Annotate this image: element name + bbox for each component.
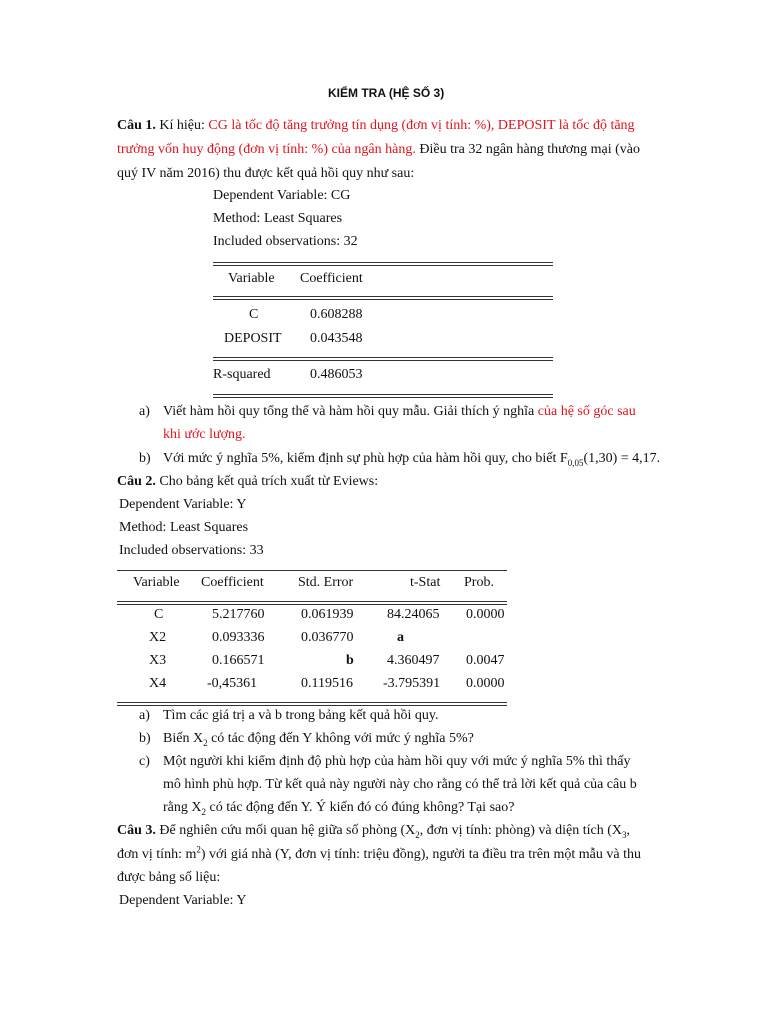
q1-row-deposit-variable: DEPOSIT <box>224 331 282 346</box>
q2-cell: 0.0047 <box>466 653 505 668</box>
q1b-text <box>163 451 660 467</box>
q2-cell: 0.036770 <box>301 630 354 645</box>
q1-line-2 <box>117 142 640 158</box>
q3-subscript-1: 2 <box>415 829 420 840</box>
q1-survey-text: Điều tra 32 ngân hàng thương mại (vào <box>419 142 641 157</box>
q2-table-rule <box>117 570 507 571</box>
q3-text-5: ) với giá nhà (Y, đơn vị tính: triệu đồng), người ta điều tra trên một mẫu và thu <box>200 847 641 862</box>
q2-dependent-variable: Dependent Variable: Y <box>119 497 247 512</box>
q1b-marker: b) <box>139 451 151 466</box>
q2c-line-3-pre: rằng X <box>163 800 202 815</box>
q2b-marker: b) <box>139 731 151 746</box>
q2c-marker: c) <box>139 754 150 769</box>
q2-cell: 0.119516 <box>301 676 353 691</box>
q2-cell: X3 <box>149 653 167 668</box>
q1a-marker: a) <box>139 404 150 419</box>
q1b-text-post: (1,30) = 4,17. <box>583 451 661 466</box>
q2-cell: C <box>154 607 164 622</box>
q2-cell: 0.0000 <box>466 607 505 622</box>
q3-superscript: 2 <box>196 844 201 855</box>
q1-header-variable: Variable <box>228 271 275 286</box>
q1-definition-red-2: trưởng vốn huy động (đơn vị tính: %) của ngân hàng. <box>117 142 416 157</box>
q1-line-1 <box>117 118 635 134</box>
q2-cell: 0.061939 <box>301 607 354 622</box>
q1a-text <box>163 404 636 420</box>
q1-definition-red: CG là tốc độ tăng trưởng tín dụng (đơn vị tính: %), DEPOSIT là tốc độ tăng <box>208 118 635 133</box>
q1-intro: Kí hiệu: <box>159 118 205 133</box>
q3-text-3: , <box>626 823 630 838</box>
q2-table-rule <box>117 604 507 605</box>
q1-header-coefficient: Coefficient <box>300 271 363 286</box>
q2-cell: X4 <box>149 676 167 691</box>
q1-table-rule <box>213 360 553 361</box>
q1a-text-red: của hệ số góc sau <box>537 404 636 419</box>
q2-cell: 0.093336 <box>212 630 265 645</box>
q1-label: Câu 1. <box>117 118 156 133</box>
q1-table-rule <box>213 265 553 266</box>
q1-rsquared-value: 0.486053 <box>310 367 363 382</box>
q3-text-4: đơn vị tính: m <box>117 847 197 862</box>
q1-rsquared-label: R-squared <box>213 367 271 382</box>
q2-cell: -3.795391 <box>383 676 441 691</box>
q2-intro: Cho bảng kết quả trích xuất từ Eviews: <box>159 474 379 489</box>
q2b-text-pre: Biến X <box>163 731 204 746</box>
q1b-text-pre: Với mức ý nghĩa 5%, kiểm định sự phù hợp của hàm hồi quy, cho biết F <box>163 451 568 466</box>
q2c-subscript: 2 <box>201 806 206 817</box>
q1-method: Method: Least Squares <box>213 211 343 226</box>
q2-cell: 5.217760 <box>212 607 265 622</box>
q3-text-1: Để nghiên cứu mối quan hệ giữa số phòng (X <box>159 823 416 838</box>
q1-table-rule <box>213 394 553 395</box>
q2-table-rule <box>117 705 507 706</box>
q2-label: Câu 2. <box>117 474 156 489</box>
q1b-subscript: 0,05 <box>567 457 584 468</box>
q1-table-rule <box>213 357 553 358</box>
q1-dependent-variable: Dependent Variable: CG <box>213 188 351 203</box>
q1-line-3: quý IV năm 2016) thu được kết quả hồi quy như sau: <box>117 166 415 181</box>
q2c-line-3 <box>163 800 514 816</box>
q2-header-t-stat: t-Stat <box>410 575 441 590</box>
q2b-text <box>163 731 474 747</box>
q3-label: Câu 3. <box>117 823 156 838</box>
q1a-text-main: Viết hàm hồi quy tổng thể và hàm hồi quy mẫu. Giải thích ý nghĩa <box>163 404 535 419</box>
q2-table-rule <box>117 702 507 703</box>
q2c-line-3-post: có tác động đến Y. Ý kiến đó có đúng không? Tại sao? <box>209 800 515 815</box>
q2-intro-line <box>117 474 378 490</box>
q2-header-variable: Variable <box>133 575 180 590</box>
q1-observations: Included observations: 32 <box>213 234 358 249</box>
q2-method: Method: Least Squares <box>119 520 249 535</box>
q3-line-2 <box>117 844 641 863</box>
q2-header-prob: Prob. <box>464 575 494 590</box>
q2a-text: Tìm các giá trị a và b trong bảng kết quả hồi quy. <box>163 708 439 723</box>
q2-cell: -0,45361 <box>207 676 258 691</box>
q3-line-1 <box>117 823 630 839</box>
page-title: KIỂM TRA (HỆ SỐ 3) <box>328 86 445 100</box>
q2-table-rule <box>117 601 507 602</box>
q2-cell-unknown-b: b <box>346 653 354 668</box>
q1a-text-red-2: khi ước lượng. <box>163 427 246 442</box>
q2-cell: 4.360497 <box>387 653 440 668</box>
q1-table-rule <box>213 299 553 300</box>
q3-dependent-variable: Dependent Variable: Y <box>119 893 247 908</box>
q2-observations: Included observations: 33 <box>119 543 264 558</box>
q2b-subscript: 2 <box>203 737 208 748</box>
q1-row-deposit-coefficient: 0.043548 <box>310 331 363 346</box>
q2c-line-2: mô hình phù hợp. Từ kết quả này người này cho rằng có thể trả lời kết quả của câu b <box>163 777 637 792</box>
q2-cell: X2 <box>149 630 167 645</box>
q2b-text-post: có tác động đến Y không với mức ý nghĩa 5%? <box>211 731 474 746</box>
q1-table-rule <box>213 296 553 297</box>
q3-line-3: được bảng số liệu: <box>117 870 221 885</box>
q2a-marker: a) <box>139 708 150 723</box>
q1-table-rule <box>213 262 553 263</box>
q2-cell-unknown-a: a <box>397 630 404 645</box>
q2-header-coefficient: Coefficient <box>201 575 264 590</box>
q2-cell: 84.24065 <box>387 607 440 622</box>
q3-text-2: , đơn vị tính: phòng) và diện tích (X <box>419 823 622 838</box>
q2-cell: 0.166571 <box>212 653 265 668</box>
q1-table-rule <box>213 397 553 398</box>
q2-header-std-error: Std. Error <box>298 575 354 590</box>
q3-subscript-2: 3 <box>621 829 627 840</box>
q2c-line-1: Một người khi kiểm định độ phù hợp của hàm hồi quy với mức ý nghĩa 5% thì thấy <box>163 754 631 769</box>
q1-row-c-variable: C <box>249 307 259 322</box>
q2-cell: 0.0000 <box>466 676 505 691</box>
q1-row-c-coefficient: 0.608288 <box>310 307 363 322</box>
